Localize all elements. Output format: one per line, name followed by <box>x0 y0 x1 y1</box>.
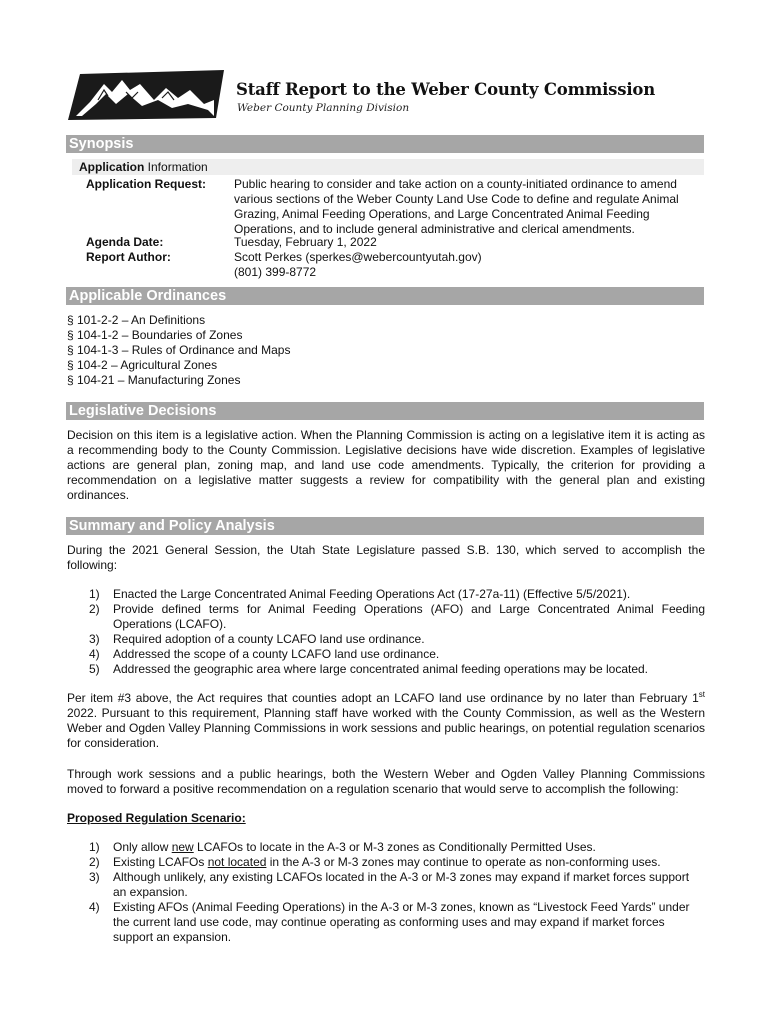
report-title: Staff Report to the Weber County Commission <box>236 80 656 99</box>
summary-heading: Summary and Policy Analysis <box>66 517 704 535</box>
list-item <box>67 632 705 647</box>
ordinal-suffix: st <box>698 690 705 699</box>
list-number: 5) <box>89 662 100 676</box>
summary-intro: During the 2021 General Session, the Utah State Legislature passed S.B. 130, which served to accomplish the following: <box>67 543 705 572</box>
paragraph-work-sessions: Through work sessions and a public hearings, both the Western Weber and Ogden Valley Planning Commissions moved to forward a positive recommendation on a regulation scenario that would serve to accomplish the following: <box>67 767 705 796</box>
list-text: Only allow <box>113 840 172 854</box>
report-author-phone: (801) 399-8772 <box>234 265 317 279</box>
list-text: LCAFOs to locate in the A-3 or M-3 zones as Conditionally Permitted Uses. <box>193 840 596 854</box>
ordinance-item: § 104-2 – Agricultural Zones <box>67 358 218 372</box>
list-item <box>67 647 705 662</box>
synopsis-heading: Synopsis <box>66 135 704 153</box>
paragraph-text: 2022. Pursuant to this requirement, Planning staff have worked with the County Commission, as well as the Western Weber and Ogden Valley Planning Commissions in work sessions and public hearings, on potential regulation scenarios for consideration. <box>67 706 705 750</box>
emphasis-new: new <box>171 840 194 854</box>
list-text: Although unlikely, any existing LCAFOs located in the A-3 or M-3 zones may expand if market forces support an expansion. <box>113 870 690 899</box>
list-text: Addressed the geographic area where large concentrated animal feeding operations may be located. <box>113 662 649 676</box>
list-number: 1) <box>89 840 100 854</box>
list-item <box>67 870 705 900</box>
application-information-row <box>72 159 704 175</box>
ordinance-item: § 104-1-2 – Boundaries of Zones <box>67 328 243 342</box>
legislative-body: Decision on this item is a legislative action. When the Planning Commission is acting on a legislative item it is acting as a recommending body to the County Commission. Legislative decisions have wide discretion. Examples of legislative actions are general plan, zoning map, and land use code amendments. Typically, the criterion for providing a recommendation on a legislative matter suggests a review for compatibility with the general plan and existing ordinances. <box>67 428 705 502</box>
scenario-list <box>67 840 705 945</box>
scenario-heading: Proposed Regulation Scenario: <box>67 811 246 825</box>
legislative-heading: Legislative Decisions <box>66 402 704 420</box>
paragraph-item3 <box>67 691 705 751</box>
list-item <box>67 587 705 602</box>
list-text: in the A-3 or M-3 zones may continue to operate as non-conforming uses. <box>266 855 661 869</box>
report-author-label: Report Author: <box>86 250 171 264</box>
ordinance-item: § 104-1-3 – Rules of Ordinance and Maps <box>67 343 291 357</box>
list-number: 3) <box>89 632 100 646</box>
report-subtitle: Weber County Planning Division <box>237 102 410 114</box>
ordinance-item: § 101-2-2 – An Definitions <box>67 313 206 327</box>
sb130-list <box>67 587 705 677</box>
list-number: 4) <box>89 647 100 661</box>
list-text: Addressed the scope of a county LCAFO land use ordinance. <box>113 647 440 661</box>
application-request-label: Application Request: <box>86 177 207 191</box>
list-text: Existing LCAFOs <box>113 855 208 869</box>
report-author-value: Scott Perkes (sperkes@webercountyutah.gov) <box>234 250 482 264</box>
list-number: 2) <box>89 855 100 869</box>
application-request-value: Public hearing to consider and take action on a county-initiated ordinance to amend various sections of the Weber County Land Use Code to define and regulate Animal Grazing, Animal Feeding Operations, and Large Concentrated Animal Feeding Operations, and to include general administrative and clerical amendments. <box>234 177 679 236</box>
weber-county-logo <box>68 70 224 120</box>
app-info-rest: Information <box>144 160 208 174</box>
list-item <box>67 662 705 677</box>
list-text: Enacted the Large Concentrated Animal Feeding Operations Act (17-27a-11) (Effective 5/5/2021). <box>113 587 631 601</box>
list-text: Required adoption of a county LCAFO land use ordinance. <box>113 632 425 646</box>
list-number: 3) <box>89 870 100 884</box>
list-number: 2) <box>89 602 100 616</box>
ordinance-item: § 104-21 – Manufacturing Zones <box>67 373 241 387</box>
list-item <box>67 900 705 945</box>
app-info-bold: Application <box>79 160 145 174</box>
agenda-date-value: Tuesday, February 1, 2022 <box>234 235 377 249</box>
list-item <box>67 855 705 870</box>
list-text: Provide defined terms for Animal Feeding Operations (AFO) and Large Concentrated Animal Feeding Operations (LCAFO). <box>113 602 705 631</box>
list-item <box>67 840 705 855</box>
list-number: 1) <box>89 587 100 601</box>
list-number: 4) <box>89 900 100 914</box>
paragraph-text: Per item #3 above, the Act requires that counties adopt an LCAFO land use ordinance by no later than February 1 <box>67 691 699 705</box>
list-item <box>67 602 705 632</box>
emphasis-not-located: not located <box>207 855 267 869</box>
agenda-date-label: Agenda Date: <box>86 235 164 249</box>
ordinances-heading: Applicable Ordinances <box>66 287 704 305</box>
list-text: Existing AFOs (Animal Feeding Operations) in the A-3 or M-3 zones, known as “Livestock Feed Yards” under the current land use code, may continue operating as conforming uses and may expand if market forces support an expansion. <box>113 900 690 944</box>
